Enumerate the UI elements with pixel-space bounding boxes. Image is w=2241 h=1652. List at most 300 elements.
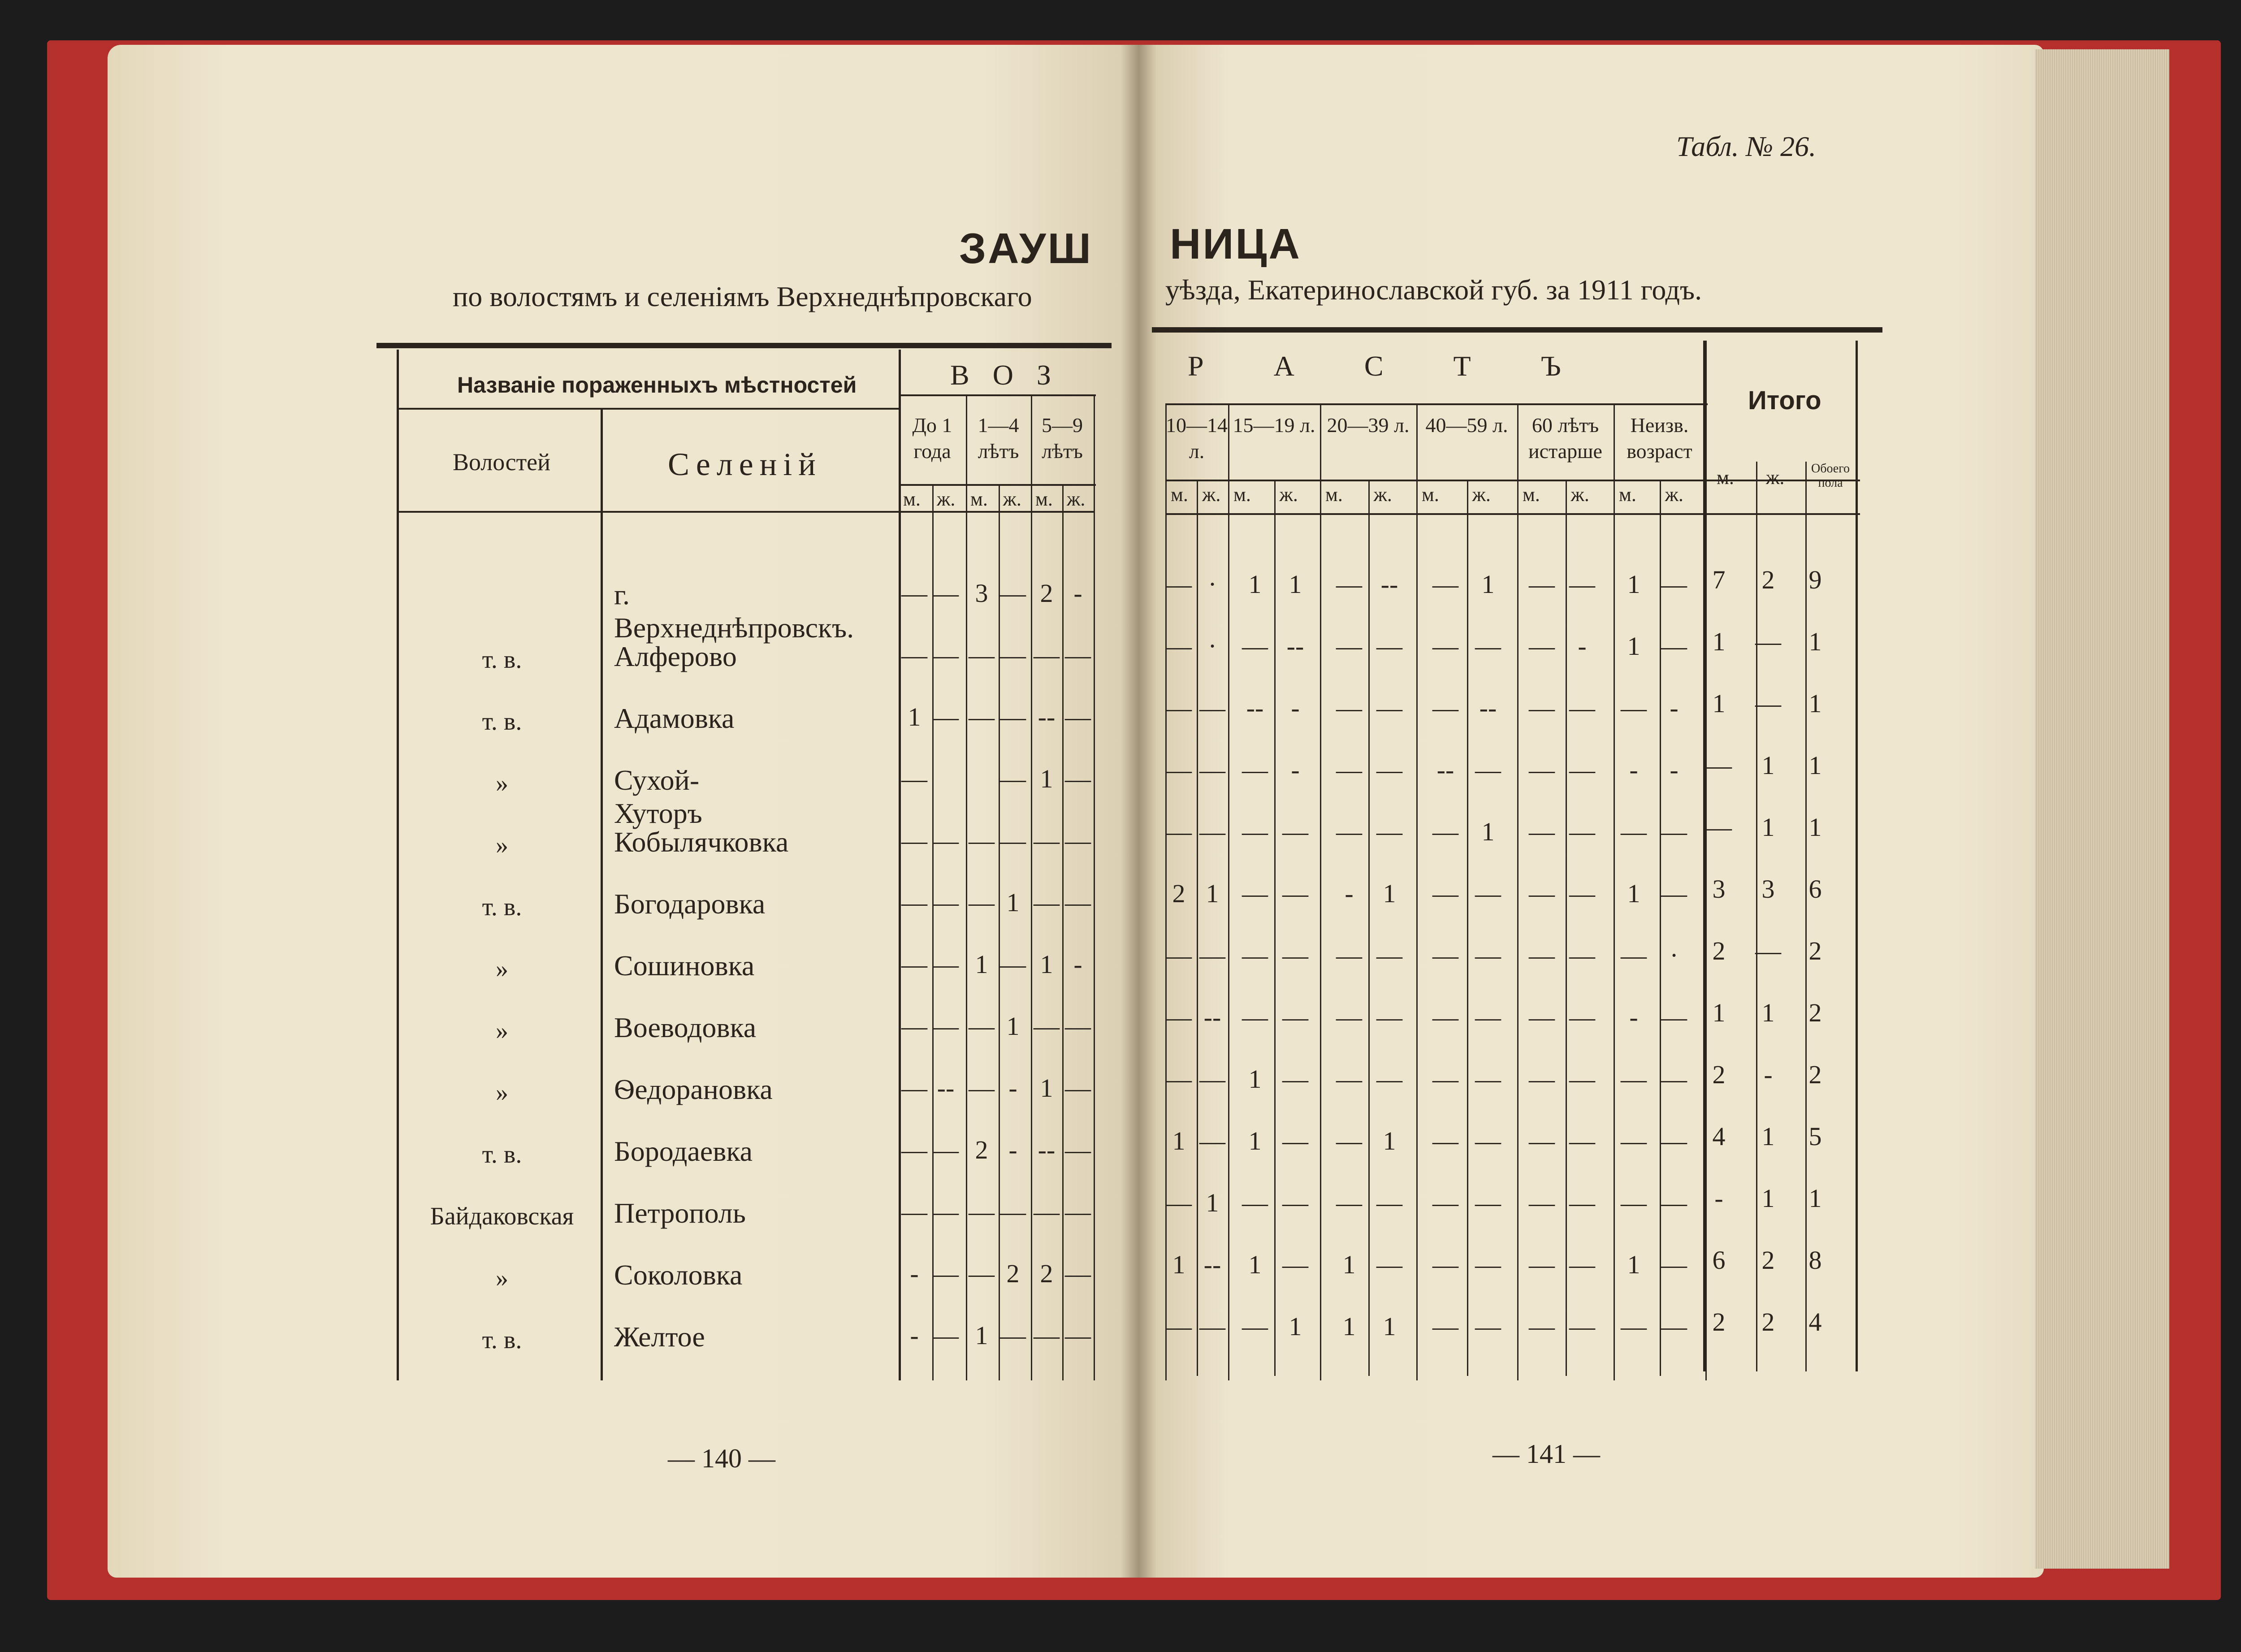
- row-village: Ѳедорановка: [614, 1073, 773, 1105]
- total-divider: [1805, 462, 1807, 1371]
- row-value-right: 1: [1627, 570, 1640, 599]
- row-value-left: —: [1065, 888, 1091, 917]
- row-total: 2: [1761, 1307, 1775, 1336]
- row-total: 6: [1808, 874, 1822, 904]
- female-label: ж.: [1003, 488, 1021, 510]
- row-value-right: —: [1475, 1312, 1501, 1341]
- row-value-right: —: [1166, 817, 1192, 846]
- row-value-right: —: [1336, 941, 1362, 970]
- row-value-right: --: [1479, 693, 1497, 722]
- row-value-left: —: [1034, 1321, 1060, 1350]
- row-volost: »: [496, 770, 508, 797]
- row-value-left: —: [901, 826, 927, 855]
- sex-divider: [1660, 480, 1661, 1376]
- row-value-right: —: [1621, 817, 1647, 846]
- row-value-right: -: [1291, 693, 1300, 722]
- row-value-right: —: [1242, 941, 1268, 970]
- row-volost: »: [496, 831, 508, 859]
- row-value-right: —: [1569, 570, 1595, 599]
- row-total: 1: [1761, 1122, 1775, 1151]
- row-value-right: —: [1529, 1003, 1555, 1032]
- sex-divider: [1467, 480, 1468, 1376]
- row-value-left: —: [1065, 702, 1091, 731]
- age-header-left: В О З: [950, 359, 1059, 391]
- row-value-left: —: [969, 640, 995, 670]
- row-value-left: —: [969, 1197, 995, 1226]
- row-value-right: 1: [1342, 1250, 1356, 1279]
- subtitle-left: по волостямъ и селеніямъ Верхнеднѣпровскаго: [453, 281, 1032, 312]
- row-value-right: —: [1529, 941, 1555, 970]
- page-edges: [2035, 49, 2169, 1569]
- row-value-left: —: [1000, 1321, 1026, 1350]
- row-value-right: —: [1166, 755, 1192, 784]
- row-value-right: —: [1569, 1188, 1595, 1217]
- row-value-left: —: [1000, 640, 1026, 670]
- row-value-right: —: [1529, 693, 1555, 722]
- row-value-left: —: [901, 1012, 927, 1041]
- row-value-right: —: [1336, 693, 1362, 722]
- row-village: Богодаровка: [614, 888, 766, 920]
- row-value-right: —: [1166, 631, 1192, 661]
- row-value-right: ·: [1208, 631, 1217, 661]
- row-village: Сухой-Хуторъ: [614, 764, 702, 829]
- row-value-left: -: [1073, 579, 1082, 608]
- row-value-left: —: [933, 826, 959, 855]
- row-volost: т. в.: [482, 646, 522, 674]
- row-volost: »: [496, 955, 508, 983]
- row-value-left: —: [1065, 1197, 1091, 1226]
- row-value-right: —: [1376, 817, 1402, 846]
- row-value-left: 1: [975, 950, 988, 979]
- row-total: 3: [1712, 874, 1726, 904]
- row-value-right: —: [1475, 755, 1501, 784]
- row-value-right: —: [1529, 1064, 1555, 1094]
- row-volost: т. в.: [482, 893, 522, 921]
- header-rule-age-right: [1165, 403, 1708, 405]
- row-value-right: —: [1621, 1312, 1647, 1341]
- row-village: Соколовка: [614, 1259, 743, 1291]
- row-value-left: —: [969, 888, 995, 917]
- age-group-label: 20—39 л.: [1327, 414, 1410, 437]
- total-both-label: Обоего пола: [1811, 462, 1850, 490]
- row-village: Бородаевка: [614, 1135, 753, 1167]
- row-value-right: —: [1336, 755, 1362, 784]
- row-value-right: —: [1336, 631, 1362, 661]
- row-value-right: —: [1569, 1126, 1595, 1155]
- row-value-right: —: [1376, 1250, 1402, 1279]
- row-value-left: -: [1073, 950, 1082, 979]
- row-value-right: —: [1242, 631, 1268, 661]
- total-header: Итого: [1748, 386, 1821, 415]
- row-value-right: —: [1336, 817, 1362, 846]
- row-total: 8: [1808, 1245, 1822, 1275]
- header-rule-localities: [399, 408, 901, 410]
- row-value-right: —: [1282, 817, 1308, 846]
- row-total: 2: [1712, 936, 1726, 965]
- row-village: Алферово: [614, 640, 737, 672]
- row-value-left: —: [969, 1012, 995, 1041]
- row-value-right: —: [1166, 1003, 1192, 1032]
- row-value-left: 1: [1006, 888, 1020, 917]
- row-value-right: —: [1336, 1003, 1362, 1032]
- row-volost: »: [496, 1264, 508, 1292]
- female-label: ж.: [937, 488, 956, 510]
- top-rule-left: [376, 343, 1112, 348]
- sex-divider: [1197, 480, 1198, 1376]
- row-value-left: —: [1065, 1259, 1091, 1288]
- row-volost: т. в.: [482, 1326, 522, 1354]
- localities-header: Названіе пораженныхъ мѣстностей: [457, 372, 857, 398]
- row-value-right: —: [1199, 755, 1225, 784]
- row-value-left: —: [1065, 1073, 1091, 1103]
- row-value-right: —: [1336, 1188, 1362, 1217]
- row-value-right: —: [1376, 1064, 1402, 1094]
- row-value-right: —: [1242, 1003, 1268, 1032]
- row-value-left: —: [933, 640, 959, 670]
- row-value-right: —: [1432, 1250, 1458, 1279]
- villages-header: Селеній: [668, 446, 822, 482]
- row-value-right: —: [1242, 1188, 1268, 1217]
- row-value-right: —: [1661, 570, 1687, 599]
- row-total: 4: [1808, 1307, 1822, 1336]
- row-value-left: 2: [1040, 1259, 1053, 1288]
- female-label: ж.: [1472, 484, 1491, 506]
- age-group-label: До 1 года: [912, 414, 952, 463]
- page-number-left: — 140 —: [668, 1444, 775, 1473]
- row-value-right: —: [1661, 1126, 1687, 1155]
- row-value-left: —: [933, 950, 959, 979]
- row-total: 2: [1808, 936, 1822, 965]
- row-value-left: —: [901, 640, 927, 670]
- row-total: 7: [1712, 565, 1726, 594]
- row-value-right: —: [1475, 631, 1501, 661]
- row-value-right: —: [1376, 631, 1402, 661]
- row-value-left: --: [937, 1073, 955, 1103]
- row-value-right: --: [1203, 1003, 1221, 1032]
- row-total: 2: [1761, 565, 1775, 594]
- row-value-right: —: [1569, 755, 1595, 784]
- page-number-right: — 141 —: [1493, 1439, 1600, 1469]
- row-value-right: —: [1432, 631, 1458, 661]
- row-value-right: —: [1569, 941, 1595, 970]
- row-value-right: —: [1199, 1312, 1225, 1341]
- row-value-left: —: [1065, 826, 1091, 855]
- row-value-right: -: [1629, 755, 1638, 784]
- row-value-right: —: [1529, 570, 1555, 599]
- row-value-right: —: [1432, 1003, 1458, 1032]
- age-group-label: 60 лѣтъ истарше: [1528, 414, 1602, 463]
- male-label: м.: [1233, 484, 1251, 506]
- row-value-right: 1: [1383, 1126, 1396, 1155]
- row-value-left: —: [1034, 1197, 1060, 1226]
- male-label: м.: [1325, 484, 1343, 506]
- row-total: 1: [1761, 1184, 1775, 1213]
- age-group-divider: [1228, 403, 1229, 1380]
- row-value-right: —: [1376, 693, 1402, 722]
- volost-header: Волостей: [453, 449, 551, 476]
- row-value-right: —: [1282, 1188, 1308, 1217]
- row-value-right: 1: [1248, 570, 1262, 599]
- row-value-left: --: [1038, 702, 1056, 731]
- row-volost: »: [496, 1017, 508, 1045]
- row-value-right: 1: [1342, 1312, 1356, 1341]
- row-village: Воеводовка: [614, 1012, 757, 1043]
- row-value-right: 1: [1383, 1312, 1396, 1341]
- row-village: Сошиновка: [614, 950, 755, 982]
- sex-divider: [1062, 484, 1064, 1380]
- row-total: —: [1706, 751, 1732, 780]
- title-left-part: ЗАУШ: [959, 225, 1093, 272]
- row-value-right: —: [1475, 1126, 1501, 1155]
- female-label: ж.: [1665, 484, 1683, 506]
- row-value-right: 1: [1248, 1250, 1262, 1279]
- row-value-left: 2: [1040, 579, 1053, 608]
- row-value-right: —: [1432, 1064, 1458, 1094]
- row-volost: т. в.: [482, 1141, 522, 1168]
- female-label: ж.: [1202, 484, 1221, 506]
- row-value-right: —: [1621, 693, 1647, 722]
- row-value-right: -: [1629, 1003, 1638, 1032]
- row-volost: »: [496, 1079, 508, 1107]
- row-value-right: --: [1203, 1250, 1221, 1279]
- row-value-right: —: [1376, 1003, 1402, 1032]
- row-value-right: —: [1569, 693, 1595, 722]
- row-value-left: —: [933, 702, 959, 731]
- row-total: 1: [1808, 689, 1822, 718]
- row-value-left: —: [1065, 1321, 1091, 1350]
- row-value-right: —: [1166, 1064, 1192, 1094]
- row-value-right: —: [1166, 1312, 1192, 1341]
- row-value-left: —: [933, 1321, 959, 1350]
- row-value-right: 1: [1383, 879, 1396, 908]
- age-group-divider: [1416, 403, 1418, 1380]
- row-value-left: -: [1008, 1135, 1017, 1164]
- row-value-left: —: [969, 1073, 995, 1103]
- row-total: 3: [1761, 874, 1775, 904]
- row-total: 1: [1761, 998, 1775, 1027]
- male-label: м.: [1035, 488, 1053, 510]
- row-value-right: —: [1529, 1126, 1555, 1155]
- row-value-left: —: [1000, 702, 1026, 731]
- row-total: —: [1755, 936, 1781, 965]
- row-value-left: -: [910, 1259, 919, 1288]
- row-value-right: —: [1475, 1064, 1501, 1094]
- title-right-part: НИЦА: [1170, 220, 1302, 268]
- row-total: —: [1706, 813, 1732, 842]
- row-value-right: --: [1286, 631, 1304, 661]
- row-total: 1: [1808, 1184, 1822, 1213]
- row-value-right: —: [1569, 817, 1595, 846]
- row-value-left: —: [933, 1259, 959, 1288]
- row-total: 9: [1808, 565, 1822, 594]
- row-value-right: —: [1432, 879, 1458, 908]
- row-value-left: —: [901, 1073, 927, 1103]
- row-value-right: —: [1336, 1126, 1362, 1155]
- row-total: 1: [1761, 813, 1775, 842]
- row-value-right: —: [1529, 879, 1555, 908]
- sex-divider: [1566, 480, 1567, 1376]
- row-value-right: —: [1282, 1064, 1308, 1094]
- sex-divider: [1368, 480, 1370, 1376]
- row-value-right: -: [1670, 693, 1679, 722]
- row-volost: т. в.: [482, 708, 522, 735]
- row-total: 2: [1808, 998, 1822, 1027]
- male-label: м.: [903, 488, 921, 510]
- row-value-left: —: [1000, 579, 1026, 608]
- row-value-right: —: [1569, 879, 1595, 908]
- row-value-right: 1: [1248, 1126, 1262, 1155]
- row-value-left: 3: [975, 579, 988, 608]
- row-value-right: —: [1166, 941, 1192, 970]
- row-value-right: —: [1621, 1064, 1647, 1094]
- row-value-right: —: [1475, 879, 1501, 908]
- row-value-left: —: [933, 1197, 959, 1226]
- row-value-right: —: [1661, 817, 1687, 846]
- row-value-right: —: [1661, 879, 1687, 908]
- male-label: м.: [1619, 484, 1636, 506]
- row-village: Адамовка: [614, 702, 735, 734]
- row-value-right: 1: [1481, 817, 1495, 846]
- row-value-right: —: [1661, 1188, 1687, 1217]
- header-rule-bottom-left: [399, 511, 1094, 513]
- row-total: 1: [1808, 813, 1822, 842]
- row-value-right: —: [1529, 755, 1555, 784]
- row-value-right: 1: [1289, 1312, 1302, 1341]
- row-value-right: —: [1242, 879, 1268, 908]
- row-value-left: 1: [1040, 950, 1053, 979]
- book-gutter: [1120, 45, 1156, 1578]
- row-value-left: —: [933, 888, 959, 917]
- row-total: 1: [1761, 751, 1775, 780]
- row-total: 2: [1712, 1060, 1726, 1089]
- row-value-left: —: [901, 764, 927, 793]
- row-total: -: [1764, 1060, 1773, 1089]
- row-value-right: 1: [1248, 1064, 1262, 1094]
- row-value-left: —: [933, 1012, 959, 1041]
- male-label: м.: [1171, 484, 1188, 506]
- row-value-left: —: [933, 1135, 959, 1164]
- row-value-left: —: [1065, 1135, 1091, 1164]
- row-value-left: —: [1000, 826, 1026, 855]
- row-value-left: —: [1034, 640, 1060, 670]
- row-total: 2: [1712, 1307, 1726, 1336]
- row-value-left: —: [1034, 1012, 1060, 1041]
- table-border-left: [397, 350, 399, 1380]
- row-value-right: —: [1242, 1312, 1268, 1341]
- row-total: 2: [1808, 1060, 1822, 1089]
- row-value-left: -: [910, 1321, 919, 1350]
- row-total: 1: [1712, 627, 1726, 656]
- age-group-divider: [1320, 403, 1321, 1380]
- row-value-right: —: [1282, 1003, 1308, 1032]
- male-label: м.: [1523, 484, 1540, 506]
- sex-divider: [932, 484, 934, 1380]
- row-value-right: -: [1670, 755, 1679, 784]
- row-value-right: —: [1166, 570, 1192, 599]
- female-label: ж.: [1067, 488, 1086, 510]
- table-number-label: Табл. № 26.: [1676, 130, 1817, 162]
- row-value-left: —: [901, 950, 927, 979]
- row-total: 5: [1808, 1122, 1822, 1151]
- row-value-right: —: [1432, 817, 1458, 846]
- row-value-right: —: [1282, 941, 1308, 970]
- row-value-right: —: [1621, 1126, 1647, 1155]
- age-group-label: Неизв. возраст: [1627, 414, 1692, 463]
- row-value-right: --: [1380, 570, 1398, 599]
- row-value-left: —: [1000, 1197, 1026, 1226]
- row-value-left: —: [1065, 640, 1091, 670]
- row-value-right: —: [1569, 1250, 1595, 1279]
- row-value-right: —: [1432, 1312, 1458, 1341]
- row-total: —: [1755, 627, 1781, 656]
- row-value-left: —: [1034, 826, 1060, 855]
- row-volost: Байдаковская: [430, 1202, 574, 1230]
- row-value-right: —: [1475, 941, 1501, 970]
- row-village: г. Верхнеднѣпровскъ.: [614, 579, 854, 644]
- row-value-right: —: [1529, 1250, 1555, 1279]
- row-value-right: 1: [1172, 1250, 1185, 1279]
- row-value-right: —: [1199, 1126, 1225, 1155]
- row-value-left: -: [1008, 1073, 1017, 1103]
- row-value-left: 1: [1040, 1073, 1053, 1103]
- row-value-right: —: [1282, 1250, 1308, 1279]
- age-group-label: 5—9 лѣтъ: [1042, 414, 1083, 463]
- divider-volost-village: [601, 408, 603, 1380]
- row-value-right: 1: [1206, 1188, 1219, 1217]
- age-header-right: Р А С Т Ъ: [1188, 350, 1592, 382]
- row-value-right: -: [1578, 631, 1587, 661]
- row-value-right: —: [1336, 570, 1362, 599]
- row-value-left: 2: [975, 1135, 988, 1164]
- age-group-divider: [1614, 403, 1615, 1380]
- row-value-right: —: [1199, 1064, 1225, 1094]
- row-value-left: —: [933, 579, 959, 608]
- row-value-right: —: [1376, 1188, 1402, 1217]
- row-value-right: 1: [1627, 879, 1640, 908]
- row-value-right: —: [1569, 1064, 1595, 1094]
- row-value-left: —: [969, 1259, 995, 1288]
- row-value-right: 1: [1172, 1126, 1185, 1155]
- row-value-left: --: [1038, 1135, 1056, 1164]
- row-total: 1: [1712, 689, 1726, 718]
- age-group-label: 10—14 л.: [1166, 414, 1228, 463]
- male-label: м.: [1422, 484, 1439, 506]
- row-value-right: --: [1436, 755, 1454, 784]
- row-value-left: 1: [1006, 1012, 1020, 1041]
- row-value-right: —: [1661, 1250, 1687, 1279]
- age-group-label: 40—59 л.: [1425, 414, 1508, 437]
- row-total: 2: [1761, 1245, 1775, 1275]
- row-value-right: —: [1529, 631, 1555, 661]
- row-total: -: [1714, 1184, 1723, 1213]
- row-value-left: 2: [1006, 1259, 1020, 1288]
- row-value-right: ·: [1670, 941, 1679, 970]
- row-value-right: ·: [1208, 570, 1217, 599]
- row-value-right: —: [1376, 755, 1402, 784]
- total-female-label: ж.: [1766, 467, 1785, 489]
- row-value-left: —: [1065, 1012, 1091, 1041]
- row-value-right: --: [1246, 693, 1264, 722]
- row-value-right: —: [1242, 817, 1268, 846]
- row-value-right: —: [1432, 693, 1458, 722]
- row-value-right: —: [1529, 1312, 1555, 1341]
- row-total: 4: [1712, 1122, 1726, 1151]
- row-value-right: -: [1291, 755, 1300, 784]
- row-village: Петрополь: [614, 1197, 746, 1229]
- row-value-right: 1: [1206, 879, 1219, 908]
- row-value-right: —: [1432, 941, 1458, 970]
- row-value-left: —: [969, 826, 995, 855]
